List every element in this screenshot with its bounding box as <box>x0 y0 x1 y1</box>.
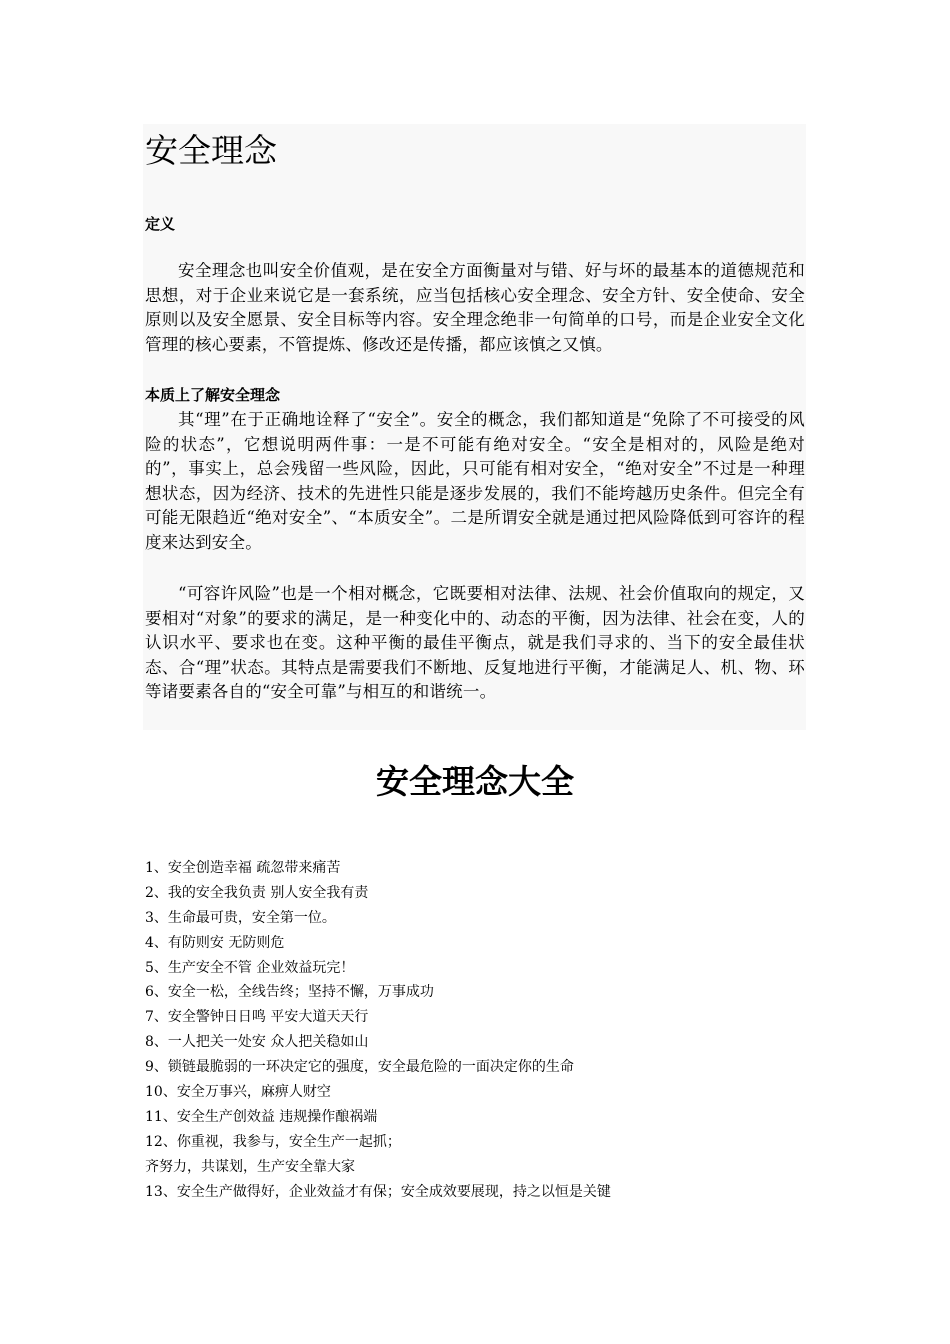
essence-heading: 本质上了解安全理念 <box>145 386 281 404</box>
slogan-item: 2、我的安全我负责 别人安全我有责 <box>145 884 369 901</box>
section-title: 安全理念 <box>145 131 277 170</box>
slogan-item: 3、生命最可贵，安全第一位。 <box>145 909 336 926</box>
slogan-item: 11、安全生产创效益 违规操作酿祸端 <box>145 1108 378 1125</box>
slogans-title: 安全理念大全 <box>376 762 574 801</box>
essence-paragraph-1: 其“理”在于正确地诠释了“安全”。安全的概念，我们都知道是“免除了不可接受的风险的状态”，它想说明两件事：一是不可能有绝对安全。“安全是相对的，风险是绝对的”，事实上，总会残留一些风险，因此，只可能有相对安全，“绝对安全”不过是一种理想状态，因为经济、技术的先进性只能是逐步发展的，我们不能垮越历史条件。但完全有可能无限趋近“绝对安全”、“本质安全”。二是所谓安全就是通过把风险降低到可容许的程度来达到安全。 <box>145 410 805 552</box>
slogan-item: 12、你重视，我参与，安全生产一起抓； <box>145 1133 401 1150</box>
slogan-item: 1、安全创造幸福 疏忽带来痛苦 <box>145 860 341 876</box>
definition-heading: 定义 <box>145 215 176 233</box>
slogan-list <box>145 856 805 1204</box>
slogan-item: 10、安全万事兴，麻痹人财空 <box>145 1084 331 1101</box>
slogan-item: 9、锁链最脆弱的一环决定它的强度，安全最危险的一面决定你的生命 <box>145 1059 574 1076</box>
slogan-item: 5、生产安全不管 企业效益玩完！ <box>145 959 355 976</box>
slogan-item: 13、安全生产做得好，企业效益才有保；安全成效要展现，持之以恒是关键 <box>145 1183 611 1200</box>
essence-paragraph-2: “可容许风险”也是一个相对概念，它既要相对法律、法规、社会价值取向的规定，又要相对“对象”的要求的满足，是一种变化中的、动态的平衡，因为法律、社会在变，人的认识水平、要求也在变。这种平衡的最佳平衡点，就是我们寻求的、当下的安全最佳状态、合“理”状态。其特点是需要我们不断地、反复地进行平衡，才能满足人、机、物、环等诸要素各自的“安全可靠”与相互的和谐统一。 <box>145 584 805 702</box>
slogan-item: 6、安全一松，全线告终；坚持不懈，万事成功 <box>145 984 434 1001</box>
slogan-item: 7、安全警钟日日鸣 平安大道天天行 <box>145 1009 369 1026</box>
slogan-item: 4、有防则安 无防则危 <box>145 934 285 951</box>
slogan-item: 8、一人把关一处安 众人把关稳如山 <box>145 1034 369 1051</box>
slogan-item-continuation: 齐努力，共谋划，生产安全靠大家 <box>145 1158 355 1175</box>
definition-paragraph: 安全理念也叫安全价值观，是在安全方面衡量对与错、好与坏的最基本的道德规范和思想，对于企业来说它是一套系统，应当包括核心安全理念、安全方针、安全使命、安全原则以及安全愿景、安全目标等内容。安全理念绝非一句简单的口号，而是企业安全文化管理的核心要素，不管提炼、修改还是传播，都应该慎之又慎。 <box>145 261 805 354</box>
